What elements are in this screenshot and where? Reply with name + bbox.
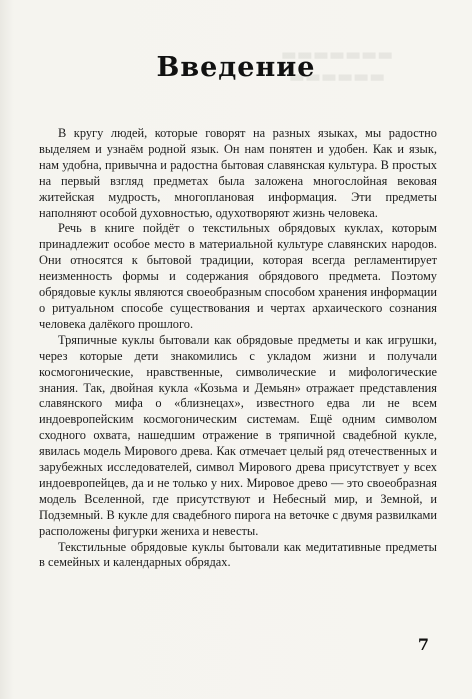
paragraph: Тряпичные куклы бытовали как обрядовые предметы и как игрушки, через которые дети знакомились с укладом жизни и получали космогонические, нравственные, символические и мифологические знания. Так, двойная кукла «Козьма и Демьян» отражает представления славянского мифа о «близнецах», известного едва ли не всем индоевропейским космогоническим системам. Ещё одним символом сходного охвата, нашедшим отражение в тряпичной свадебной кукле, явилась модель Мирового древа. Как отмечает целый ряд отечественных и зарубежных исследователей, символ Мирового древа присутствует у всех индоевропейцев, да и не только у них. Мировое древо — это своеобразная модель Вселенной, где присутствуют и Небесный мир, и Земной, и Подземный. В кукле для свадебного пирога на веточке с двумя развилками расположены фигурки жениха и невесты. [39, 332, 437, 538]
paragraph: Речь в книге пойдёт о текстильных обрядовых куклах, которым принадлежит особое место в материальной культуре славянских народов. Они относятся к бытовой традиции, которая всегда регламентирует неизменность формы и содержания обрядового предмета. Поэтому обрядовые куклы являются своеобразным способом хранения информации о ритуальном способе существования и чертах архаического сознания человека далёкого прошлого. [39, 221, 437, 331]
page-title: Введение [156, 52, 316, 83]
paragraph: Текстильные обрядовые куклы бытовали как медитативные предметы в семейных и календарных обрядах. [39, 539, 437, 570]
body-text [39, 126, 437, 571]
page-number: 7 [417, 635, 429, 654]
show-through-line: ▬▬▬▬▬▬▬ [280, 45, 394, 65]
paragraph: В кругу людей, которые говорят на разных языках, мы радостно выделяем и узнаём родной язык. Он нам понятен и удобен. Как и язык, нам удобна, привычна и радостна бытовая славянская культура. В простых на первый взгляд предметах была заложена многослойная вековая житейская мудрость, многоплановая информация. Эти предметы наполняют особой духовностью, одухотворяют жизнь человека. [39, 126, 437, 220]
show-through-line: ▬▬▬▬▬▬ [288, 67, 386, 87]
